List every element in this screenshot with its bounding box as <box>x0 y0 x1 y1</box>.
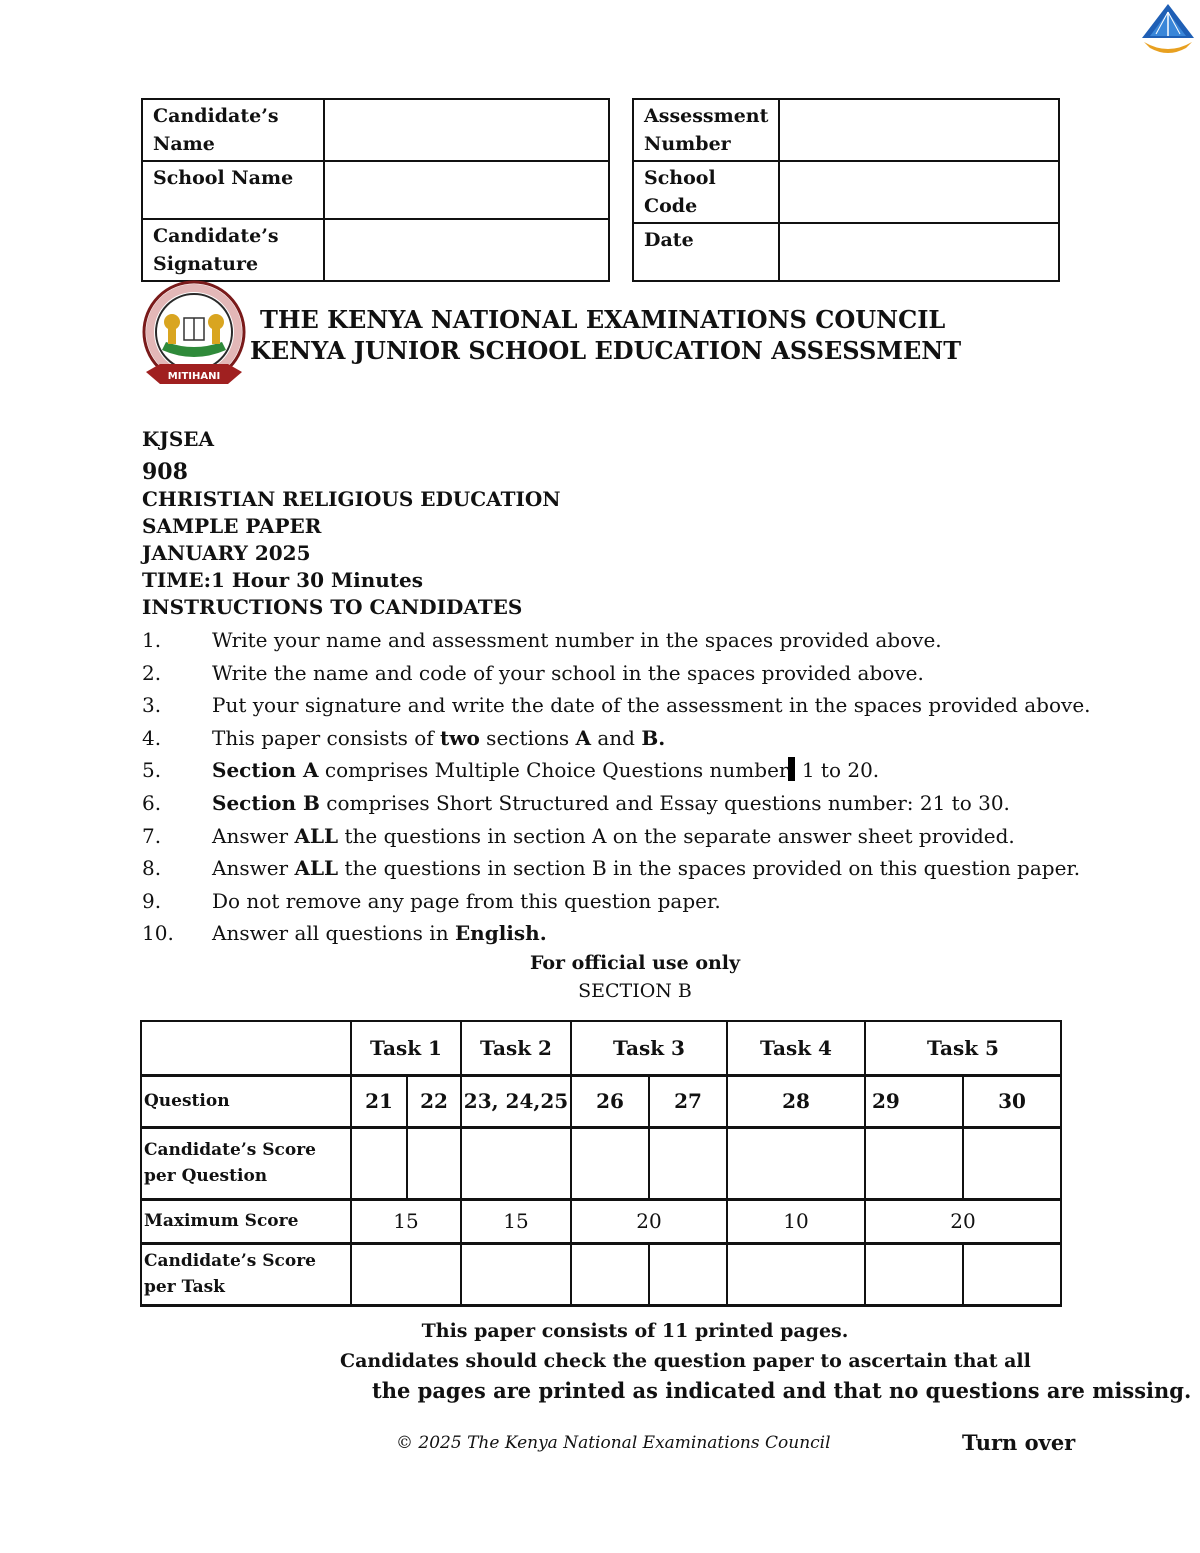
score-per-question-label: Candidate’s Score per Question <box>141 1127 351 1199</box>
instruction-text <box>212 820 1015 853</box>
instruction-item <box>142 820 1091 853</box>
instructions-title: INSTRUCTIONS TO CANDIDATES <box>142 595 523 619</box>
instruction-text-part: comprises Multiple Choice Questions number <box>318 758 789 783</box>
maximum-score-value: 10 <box>727 1199 865 1243</box>
school-code-field[interactable] <box>779 161 1059 223</box>
instruction-text-part: Answer <box>212 856 295 881</box>
candidate-signature-label: Candidate’s Signature <box>142 219 324 281</box>
maximum-score-value: 15 <box>351 1199 461 1243</box>
task-score-cell[interactable] <box>865 1243 963 1305</box>
empty-header-cell <box>141 1021 351 1075</box>
instruction-item <box>142 885 1091 918</box>
instruction-item <box>142 787 1091 820</box>
question-number: 27 <box>649 1075 727 1127</box>
assessment-details-table <box>632 98 1060 282</box>
instruction-item <box>142 917 1091 950</box>
paper-code: 908 <box>142 459 188 485</box>
score-cell[interactable] <box>963 1127 1061 1199</box>
check-note-line2: the pages are printed as indicated and that no questions are missing. <box>372 1378 1192 1403</box>
copyright-notice: © 2025 The Kenya National Examinations Council <box>396 1433 831 1453</box>
section-b-label: SECTION B <box>578 980 692 1002</box>
knec-corner-logo <box>1136 0 1200 56</box>
instruction-bold-part: ALL <box>294 856 339 881</box>
maximum-score-value: 15 <box>461 1199 571 1243</box>
instruction-item <box>142 754 1091 787</box>
instruction-number: 3. <box>142 693 162 718</box>
instruction-text-part: Answer <box>212 823 295 848</box>
instruction-item <box>142 722 1091 755</box>
instruction-number: 1. <box>142 628 162 652</box>
score-cell[interactable] <box>727 1127 865 1199</box>
instruction-bold-part: English. <box>454 921 547 946</box>
instruction-text: Write your name and assessment number in the spaces provided above. <box>212 628 942 652</box>
subject-title: CHRISTIAN RELIGIOUS EDUCATION <box>142 487 561 511</box>
official-use-label: For official use only <box>529 952 741 974</box>
score-cell[interactable] <box>407 1127 461 1199</box>
instruction-text-part: sections <box>479 725 576 750</box>
task-header: Task 1 <box>351 1021 461 1075</box>
check-note-line1: Candidates should check the question paper to ascertain that all <box>340 1350 1031 1372</box>
instruction-bold-part: Section B <box>212 790 320 815</box>
council-title: THE KENYA NATIONAL EXAMINATIONS COUNCIL <box>260 305 946 334</box>
paper-date: JANUARY 2025 <box>142 541 311 565</box>
maximum-score-value: 20 <box>865 1199 1061 1243</box>
assessment-number-label: Assessment Number <box>633 99 779 161</box>
instruction-number: 7. <box>142 823 162 848</box>
instruction-text-part: comprises Short Structured and Essay questions number: 21 to 30. <box>319 790 1010 815</box>
paper-type: SAMPLE PAPER <box>142 514 322 538</box>
task-score-cell[interactable] <box>649 1243 727 1305</box>
task-header: Task 2 <box>461 1021 571 1075</box>
candidate-name-field[interactable] <box>324 99 609 161</box>
candidate-signature-field[interactable] <box>324 219 609 281</box>
maximum-score-value: 20 <box>571 1199 727 1243</box>
question-number: 29 <box>865 1075 963 1127</box>
instruction-text-part: 1 to 20. <box>795 758 880 783</box>
instructions-list <box>142 624 1091 950</box>
instruction-text <box>212 917 547 950</box>
score-per-task-label: Candidate’s Score per Task <box>141 1243 351 1305</box>
instruction-number: 8. <box>142 856 162 881</box>
school-name-field[interactable] <box>324 161 609 219</box>
score-cell[interactable] <box>461 1127 571 1199</box>
instruction-item <box>142 689 1091 722</box>
assessment-number-field[interactable] <box>779 99 1059 161</box>
instruction-text-part: the questions in section B in the spaces provided on this question paper. <box>338 856 1081 881</box>
score-per-task-row <box>141 1243 1061 1305</box>
school-code-label: School Code <box>633 161 779 223</box>
instruction-bold-part: Section A <box>212 758 319 783</box>
exam-name: KJSEA <box>142 427 215 451</box>
instruction-text <box>212 754 879 787</box>
instruction-number: 9. <box>142 888 162 913</box>
instruction-bold-part: two <box>440 725 480 750</box>
task-score-cell[interactable] <box>461 1243 571 1305</box>
task-header-row <box>141 1021 1061 1075</box>
instruction-text-part: Answer all questions in <box>212 921 455 946</box>
instruction-bold-part: ALL <box>294 823 339 848</box>
task-score-cell[interactable] <box>727 1243 865 1305</box>
score-cell[interactable] <box>351 1127 407 1199</box>
score-per-question-row <box>141 1127 1061 1199</box>
paper-header <box>142 426 561 621</box>
candidate-details-table <box>141 98 610 282</box>
question-number: 22 <box>407 1075 461 1127</box>
candidate-name-label: Candidate’s Name <box>142 99 324 161</box>
score-cell[interactable] <box>571 1127 649 1199</box>
instruction-text: Put your signature and write the date of the assessment in the spaces provided above. <box>212 693 1091 718</box>
task-header: Task 5 <box>865 1021 1061 1075</box>
task-header: Task 3 <box>571 1021 727 1075</box>
seal-ribbon-text: MITIHANI <box>167 371 221 382</box>
maximum-score-row <box>141 1199 1061 1243</box>
instruction-bold-part: B. <box>641 725 666 750</box>
instruction-text <box>212 852 1080 885</box>
instruction-bold-part: A <box>575 725 591 750</box>
council-heading <box>250 304 961 366</box>
instruction-text <box>212 722 665 755</box>
task-header: Task 4 <box>727 1021 865 1075</box>
instruction-item <box>142 624 1091 657</box>
turn-over-label: Turn over <box>962 1430 1076 1455</box>
instruction-number: 10. <box>142 921 174 946</box>
date-field[interactable] <box>779 223 1059 281</box>
question-number: 30 <box>963 1075 1061 1127</box>
maximum-score-label: Maximum Score <box>141 1199 351 1243</box>
question-number: 21 <box>351 1075 407 1127</box>
instruction-text: Do not remove any page from this question paper. <box>212 888 721 913</box>
score-cell[interactable] <box>865 1127 963 1199</box>
question-row <box>141 1075 1061 1127</box>
date-label: Date <box>633 223 779 281</box>
instruction-number: 4. <box>142 725 162 750</box>
question-number: 23, 24,25 <box>461 1075 571 1127</box>
knec-seal-icon <box>140 280 248 400</box>
paper-time: TIME:1 Hour 30 Minutes <box>142 568 423 592</box>
instruction-text: Write the name and code of your school in the spaces provided above. <box>212 660 924 685</box>
instruction-number: 6. <box>142 790 162 815</box>
score-cell[interactable] <box>649 1127 727 1199</box>
task-score-cell[interactable] <box>571 1243 649 1305</box>
page-count-note: This paper consists of 11 printed pages. <box>421 1320 849 1342</box>
instruction-number: 5. <box>142 758 162 783</box>
instruction-item <box>142 657 1091 690</box>
instruction-item <box>142 852 1091 885</box>
question-number: 26 <box>571 1075 649 1127</box>
school-name-label: School Name <box>142 161 324 219</box>
question-number: 28 <box>727 1075 865 1127</box>
instruction-text <box>212 787 1010 820</box>
instruction-number: 2. <box>142 660 162 685</box>
question-label: Question <box>141 1075 351 1127</box>
task-score-cell[interactable] <box>351 1243 461 1305</box>
instruction-text-part: and <box>591 725 642 750</box>
assessment-title: KENYA JUNIOR SCHOOL EDUCATION ASSESSMENT <box>250 336 962 365</box>
instruction-text-part: the questions in section A on the separate answer sheet provided. <box>338 823 1015 848</box>
score-table <box>140 1020 1062 1307</box>
instruction-text-part: This paper consists of <box>212 725 441 750</box>
task-score-cell[interactable] <box>963 1243 1061 1305</box>
